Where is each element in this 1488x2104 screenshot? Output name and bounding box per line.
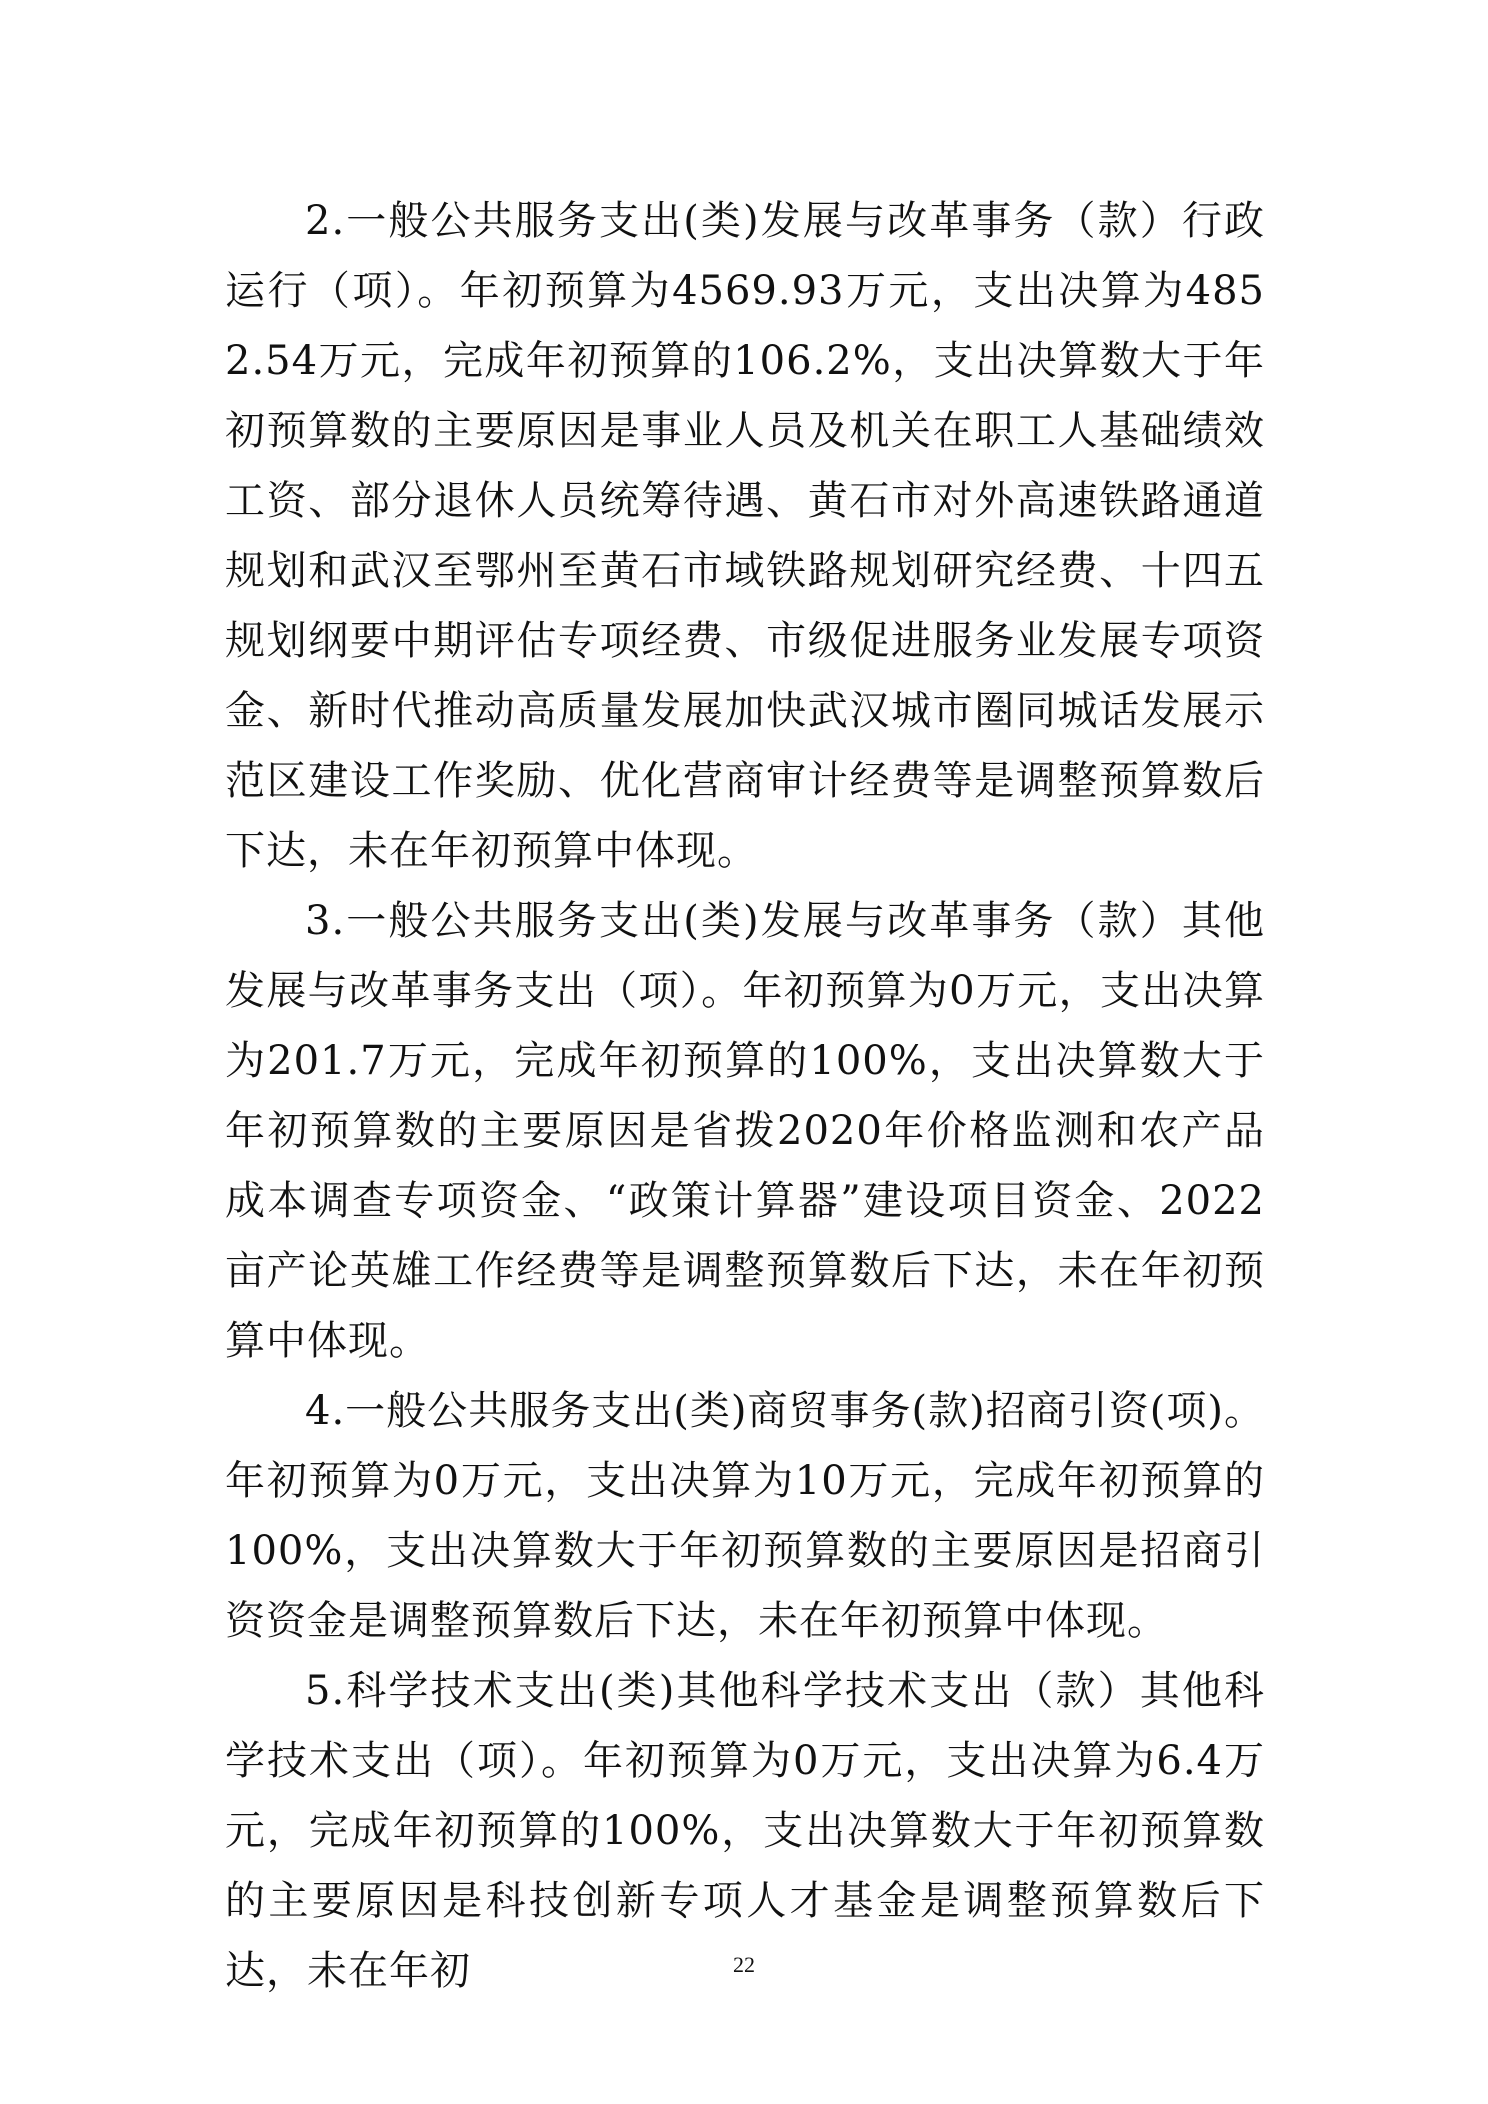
paragraph-item-5: 5.科学技术支出(类)其他科学技术支出（款）其他科学技术支出（项）。年初预算为0万元，支出决算为6.4万元，完成年初预算的100%，支出决算数大于年初预算数的主要原因是科技创新专项人才基金是调整预算数后下达，未在年初 <box>225 1668 1265 1994</box>
page-number: 22 <box>733 1952 755 1977</box>
paragraph-item-4: 4.一般公共服务支出(类)商贸事务(款)招商引资(项)。年初预算为0万元，支出决算为10万元，完成年初预算的100%，支出决算数大于年初预算数的主要原因是招商引资资金是调整预算数后下达，未在年初预算中体现。 <box>225 1388 1265 1644</box>
paragraph-item-2: 2.一般公共服务支出(类)发展与改革事务（款）行政运行（项）。年初预算为4569.93万元，支出决算为4852.54万元，完成年初预算的106.2%，支出决算数大于年初预算数的主要原因是事业人员及机关在职工人基础绩效工资、部分退休人员统筹待遇、黄石市对外高速铁路通道规划和武汉至鄂州至黄石市域铁路规划研究经费、十四五规划纲要中期评估专项经费、市级促进服务业发展专项资金、新时代推动高质量发展加快武汉城市圈同城话发展示范区建设工作奖励、优化营商审计经费等是调整预算数后下达，未在年初预算中体现。 <box>225 198 1265 874</box>
body-text <box>225 186 1265 2006</box>
paragraph-item-3: 3.一般公共服务支出(类)发展与改革事务（款）其他发展与改革事务支出（项）。年初预算为0万元，支出决算为201.7万元，完成年初预算的100%，支出决算数大于年初预算数的主要原因是省拨2020年价格监测和农产品成本调查专项资金、“政策计算器”建设项目资金、2022亩产论英雄工作经费等是调整预算数后下达，未在年初预算中体现。 <box>225 898 1265 1364</box>
